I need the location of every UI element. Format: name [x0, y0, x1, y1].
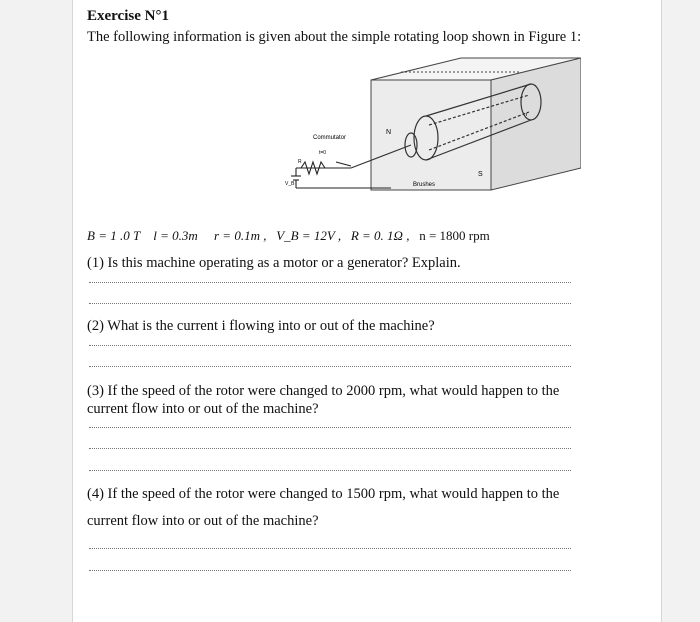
- answer-line: [89, 448, 571, 449]
- param-vb: V_B = 12V ,: [276, 228, 342, 243]
- worksheet-page: [72, 0, 662, 622]
- answer-line: [89, 345, 571, 346]
- switch-label: t=0: [319, 150, 327, 156]
- north-pole-label: N: [386, 129, 392, 136]
- south-pole-label: S: [478, 171, 483, 178]
- param-l: l = 0.3m: [153, 228, 198, 243]
- rotating-loop-figure: [201, 50, 581, 220]
- question-4-line-1: (4) If the speed of the rotor were changed to 1500 rpm, what would happen to the: [87, 486, 560, 502]
- param-resistance: R = 0. 1Ω ,: [350, 228, 410, 243]
- question-1: (1) Is this machine operating as a motor or a generator? Explain.: [87, 255, 461, 271]
- param-r: r = 0.1m ,: [213, 228, 267, 243]
- answer-line: [89, 548, 571, 549]
- commutator-label: Commutator: [313, 135, 347, 141]
- vb-label: V_B: [285, 181, 295, 187]
- question-2: (2) What is the current i flowing into or out of the machine?: [87, 318, 435, 334]
- exercise-title: Exercise N°1: [87, 8, 169, 24]
- resistor-label: R: [298, 159, 302, 165]
- answer-line: [89, 570, 571, 571]
- question-3-line-1: (3) If the speed of the rotor were changed to 2000 rpm, what would happen to the: [87, 383, 560, 399]
- question-3: [87, 382, 607, 418]
- answer-line: [89, 366, 571, 367]
- magnet-block: [371, 58, 581, 190]
- given-parameters: [87, 228, 490, 244]
- brushes-label: Brushes: [413, 182, 436, 188]
- question-3-line-2: current flow into or out of the machine?: [87, 401, 319, 417]
- radius-label: r: [526, 112, 528, 118]
- exercise-intro: The following information is given about the simple rotating loop shown in Figure 1:: [87, 29, 582, 45]
- answer-line: [89, 470, 571, 471]
- answer-line: [89, 282, 571, 283]
- param-b: B = 1 .0 T: [87, 228, 141, 243]
- question-4-line-2: current flow into or out of the machine?: [87, 513, 319, 529]
- answer-line: [89, 427, 571, 428]
- answer-line: [89, 303, 571, 304]
- param-speed: n = 1800 rpm: [419, 228, 490, 243]
